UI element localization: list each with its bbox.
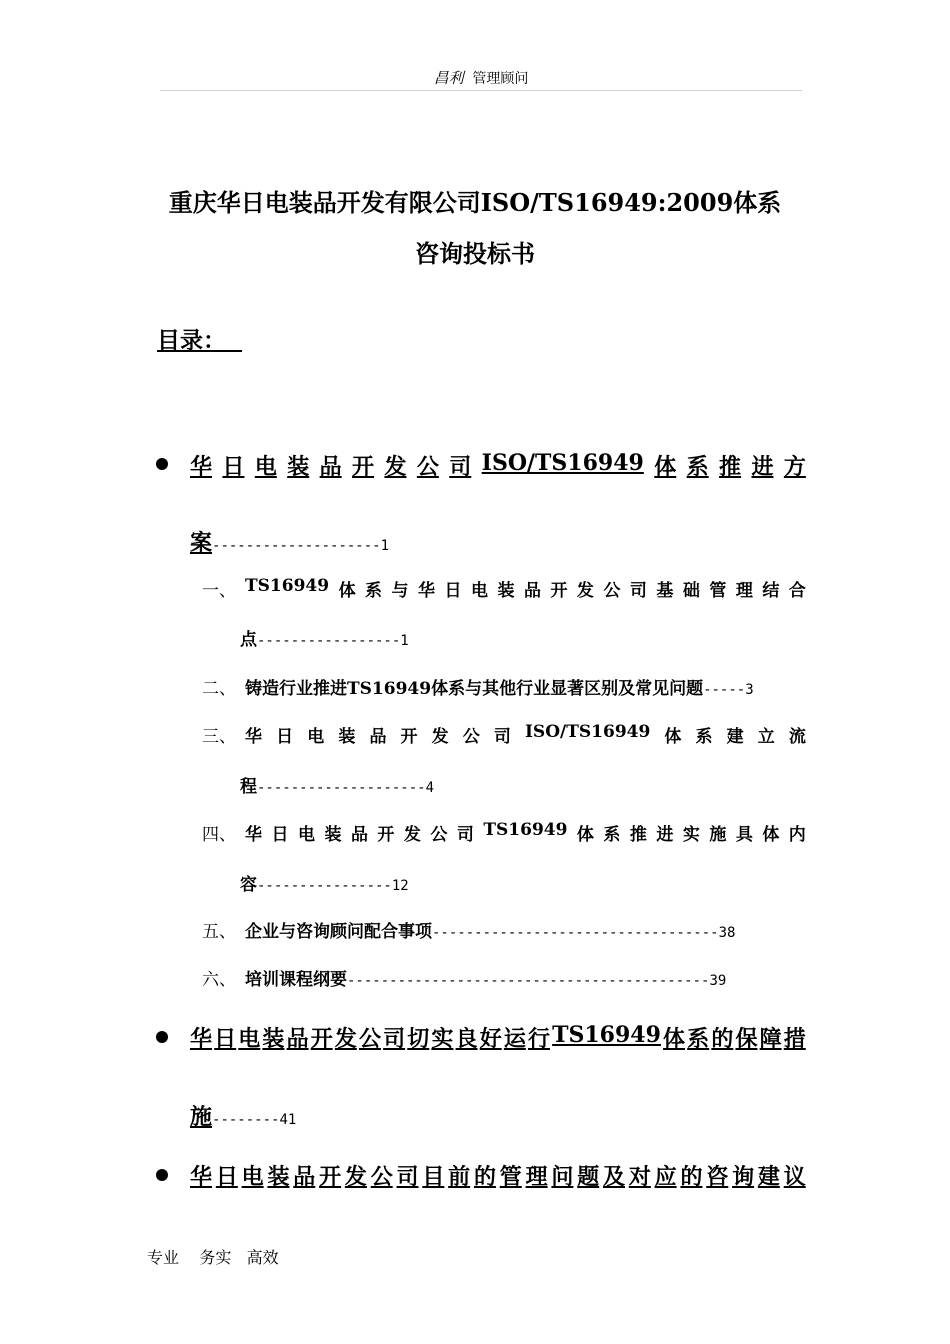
justified-glyph: 建: [726, 727, 744, 747]
justified-glyph: 开: [319, 1164, 342, 1190]
header-brand: 昌利: [433, 69, 464, 87]
justified-glyph: 品: [293, 1164, 316, 1190]
justified-glyph: 实: [431, 1026, 454, 1052]
page-number: 1: [400, 633, 409, 649]
bullet-icon: [156, 1031, 168, 1043]
justified-glyph: 前: [448, 1164, 471, 1190]
justified-glyph: 措: [783, 1026, 806, 1052]
justified-glyph: 推: [719, 454, 742, 480]
justified-glyph: 华: [418, 581, 436, 601]
bullet-icon: [156, 458, 168, 470]
justified-glyph: 公: [462, 727, 480, 747]
subsection-number: 六、: [202, 970, 236, 990]
justified-glyph: 装: [267, 1164, 290, 1190]
justified-glyph: 电: [470, 581, 488, 601]
justified-glyph: 管: [499, 1164, 522, 1190]
justified-glyph: 电: [238, 1026, 261, 1052]
justified-glyph: 日: [215, 1164, 238, 1190]
footer-word-1: 专业: [147, 1248, 180, 1267]
page-footer: [147, 1245, 279, 1268]
justified-glyph: 体: [762, 825, 780, 845]
justified-glyph: 议: [783, 1164, 806, 1190]
justified-glyph: TS16949: [552, 1022, 661, 1048]
justified-glyph: 行: [527, 1026, 550, 1052]
justified-glyph: 基: [656, 581, 674, 601]
subsection-1-line2: 点: [240, 630, 257, 650]
justified-glyph: 对: [628, 1164, 651, 1190]
justified-glyph: 施: [709, 825, 727, 845]
justified-glyph: 发: [384, 454, 407, 480]
justified-glyph: 司: [396, 1164, 419, 1190]
subsection-4-line2: 容: [240, 875, 257, 895]
page-number: 4: [425, 780, 435, 796]
justified-glyph: 电: [307, 727, 325, 747]
justified-glyph: 司: [383, 1026, 406, 1052]
justified-glyph: 与: [391, 581, 409, 601]
subsection-5-label: 企业与咨询顾问配合事项: [245, 922, 432, 942]
subsection-number: 一、: [202, 581, 236, 601]
justified-glyph: 体: [654, 454, 677, 480]
justified-glyph: 华: [245, 727, 262, 747]
subsection-number: 四、: [202, 825, 236, 845]
justified-glyph: 公: [358, 1026, 381, 1052]
justified-glyph: 发: [334, 1026, 357, 1052]
toc-subsection-1-cont[interactable]: [240, 625, 409, 650]
justified-glyph: 装: [497, 581, 515, 601]
justified-glyph: 理: [735, 581, 753, 601]
justified-glyph: 目: [422, 1164, 445, 1190]
justified-glyph: 开: [377, 825, 395, 845]
subsection-number: 二、: [202, 679, 236, 699]
justified-glyph: 咨: [706, 1164, 729, 1190]
justified-glyph: 结: [762, 581, 780, 601]
justified-glyph: 体: [664, 727, 682, 747]
justified-glyph: 理: [525, 1164, 548, 1190]
page-number: 12: [391, 878, 409, 894]
subsection-1-line1: [245, 576, 806, 601]
justified-glyph: 系: [686, 454, 709, 480]
justified-glyph: 好: [479, 1026, 502, 1052]
justified-glyph: 公: [416, 454, 439, 480]
toc-section-1-line1: [190, 450, 806, 481]
subsection-6-text: [245, 965, 806, 990]
leader-dashes: --------: [212, 1112, 280, 1128]
justified-glyph: 司: [493, 727, 511, 747]
justified-glyph: 司: [456, 825, 474, 845]
leader-dashes: -----------------: [257, 633, 401, 649]
leader-dashes: -------------------------------------------: [347, 973, 710, 989]
justified-glyph: 实: [682, 825, 700, 845]
subsection-6-label: 培训课程纲要: [245, 970, 347, 990]
justified-glyph: TS16949: [483, 820, 568, 840]
justified-glyph: 开: [400, 727, 418, 747]
justified-glyph: 内: [788, 825, 806, 845]
document-title-line2: 咨询投标书: [415, 239, 535, 268]
justified-glyph: 建: [757, 1164, 780, 1190]
toc-heading: 目录：: [157, 327, 226, 354]
justified-glyph: 问: [551, 1164, 574, 1190]
justified-glyph: ISO/TS16949: [524, 722, 651, 742]
page-number: 39: [709, 973, 727, 989]
toc-subsection-4-cont[interactable]: [240, 870, 409, 895]
justified-glyph: 流: [788, 727, 806, 747]
justified-glyph: 询: [732, 1164, 755, 1190]
justified-glyph: 推: [629, 825, 647, 845]
subsection-3-line1: [245, 722, 806, 747]
justified-glyph: 司: [629, 581, 647, 601]
toc-subsection-3-cont[interactable]: [240, 772, 434, 797]
justified-glyph: 题: [577, 1164, 600, 1190]
toc-section-1-line2: 案: [190, 530, 213, 556]
justified-glyph: 系: [687, 1026, 710, 1052]
toc-section-2-line1: [190, 1022, 806, 1053]
footer-word-3: 高效: [246, 1248, 279, 1267]
justified-glyph: 系: [603, 825, 621, 845]
justified-glyph: 的: [473, 1164, 496, 1190]
justified-glyph: 电: [297, 825, 315, 845]
toc-section-2-cont[interactable]: [190, 1100, 806, 1131]
justified-glyph: 日: [222, 454, 245, 480]
page-number: 3: [745, 682, 754, 698]
header-subtitle: 管理顾问: [472, 71, 529, 87]
justified-glyph: 装: [324, 825, 342, 845]
toc-section-2-line2: 施: [190, 1104, 213, 1130]
justified-glyph: 日: [271, 825, 289, 845]
page-number: 38: [718, 925, 736, 941]
justified-glyph: 华: [190, 454, 213, 480]
justified-glyph: 及: [603, 1164, 626, 1190]
justified-glyph: 日: [214, 1026, 237, 1052]
justified-glyph: 进: [656, 825, 674, 845]
justified-glyph: 华: [190, 1026, 213, 1052]
justified-glyph: 的: [680, 1164, 703, 1190]
justified-glyph: 装: [338, 727, 356, 747]
justified-glyph: 础: [682, 581, 700, 601]
toc-section-3-line1: [190, 1160, 806, 1191]
justified-glyph: 日: [276, 727, 294, 747]
justified-glyph: 电: [254, 454, 277, 480]
justified-glyph: 切: [407, 1026, 430, 1052]
justified-glyph: 体: [576, 825, 594, 845]
justified-glyph: 障: [759, 1026, 782, 1052]
justified-glyph: 发: [576, 581, 594, 601]
page-number: 1: [380, 538, 390, 554]
justified-glyph: 运: [503, 1026, 526, 1052]
justified-glyph: 司: [449, 454, 472, 480]
justified-glyph: 公: [603, 581, 621, 601]
subsection-3-line2: 程: [240, 777, 257, 797]
justified-glyph: 合: [788, 581, 806, 601]
footer-word-2: 务实: [199, 1248, 232, 1267]
justified-glyph: 装: [262, 1026, 285, 1052]
leader-dashes: ----------------------------------: [432, 925, 719, 941]
justified-glyph: 公: [370, 1164, 393, 1190]
justified-glyph: 方: [783, 454, 806, 480]
justified-glyph: 电: [241, 1164, 264, 1190]
subsection-number: 三、: [202, 727, 236, 747]
justified-glyph: 的: [711, 1026, 734, 1052]
toc-section-1[interactable]: [190, 450, 806, 481]
justified-glyph: 系: [695, 727, 713, 747]
leader-dashes: --------------------: [257, 780, 426, 796]
justified-glyph: 体: [338, 581, 356, 601]
justified-glyph: 品: [350, 825, 368, 845]
justified-glyph: 系: [365, 581, 383, 601]
justified-glyph: 开: [550, 581, 568, 601]
subsection-5-text: [245, 917, 806, 942]
justified-glyph: 进: [751, 454, 774, 480]
justified-glyph: 立: [757, 727, 775, 747]
justified-glyph: 公: [430, 825, 448, 845]
toc-section-2[interactable]: [190, 1022, 806, 1053]
justified-glyph: ISO/TS16949: [481, 450, 644, 476]
page-number: 41: [279, 1112, 297, 1128]
toc-section-1-cont[interactable]: [190, 526, 806, 557]
justified-glyph: 装: [287, 454, 310, 480]
justified-glyph: 体: [663, 1026, 686, 1052]
justified-glyph: 开: [310, 1026, 333, 1052]
justified-glyph: 应: [654, 1164, 677, 1190]
document-title-line1: 重庆华日电装品开发有限公司ISO/TS16949:2009体系: [168, 188, 782, 217]
justified-glyph: 发: [344, 1164, 367, 1190]
justified-glyph: 管: [709, 581, 727, 601]
bullet-icon: [156, 1169, 168, 1181]
justified-glyph: 具: [735, 825, 753, 845]
justified-glyph: 保: [735, 1026, 758, 1052]
subsection-number: 五、: [202, 922, 236, 942]
justified-glyph: 品: [286, 1026, 309, 1052]
toc-section-3[interactable]: [190, 1160, 806, 1191]
justified-glyph: 品: [369, 727, 387, 747]
page-header: [160, 66, 802, 91]
justified-glyph: 华: [245, 825, 262, 845]
justified-glyph: 品: [523, 581, 541, 601]
justified-glyph: 开: [352, 454, 375, 480]
justified-glyph: 良: [455, 1026, 478, 1052]
subsection-2-label: 铸造行业推进TS16949体系与其他行业显著区别及常见问题: [245, 679, 704, 699]
leader-dashes: --------------------: [212, 538, 381, 554]
justified-glyph: 日: [444, 581, 462, 601]
justified-glyph: 发: [431, 727, 449, 747]
leader-dashes: -----: [703, 682, 746, 698]
justified-glyph: 华: [190, 1164, 213, 1190]
leader-dashes: ----------------: [257, 878, 392, 894]
subsection-2-text: [245, 674, 806, 699]
justified-glyph: TS16949: [245, 576, 330, 596]
justified-glyph: 发: [403, 825, 421, 845]
justified-glyph: 品: [319, 454, 342, 480]
subsection-4-line1: [245, 820, 806, 845]
